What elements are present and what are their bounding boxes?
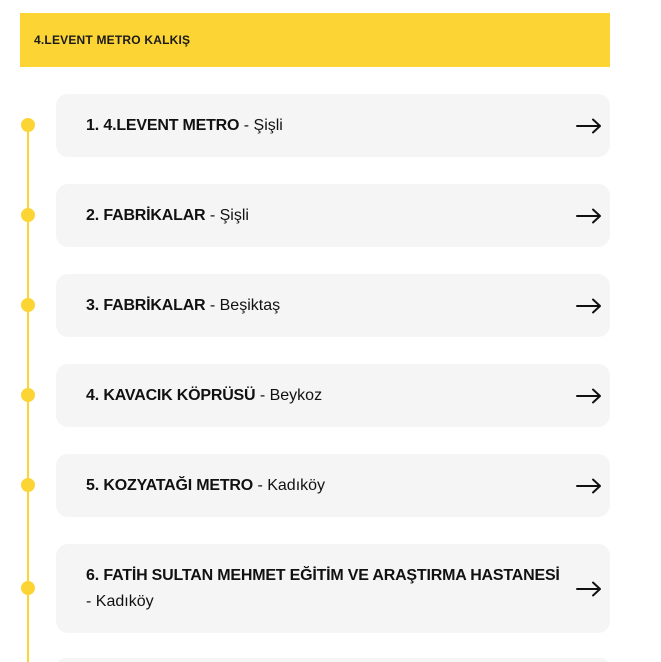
route-title: 4.LEVENT METRO KALKIŞ xyxy=(34,33,191,47)
stop-separator: - xyxy=(253,476,268,494)
arrow-right-icon[interactable] xyxy=(576,208,602,224)
stop-number: 6. xyxy=(86,566,99,584)
stop-name: FABRİKALAR xyxy=(103,206,206,224)
stop-district: Beşiktaş xyxy=(219,296,281,314)
stop-card-5[interactable] xyxy=(56,454,610,517)
timeline-dot-icon xyxy=(21,208,35,222)
arrow-right-icon[interactable] xyxy=(576,478,602,494)
stop-card-4[interactable] xyxy=(56,364,610,427)
stop-number: 5. xyxy=(86,476,99,494)
stop-name: 4.LEVENT METRO xyxy=(103,116,240,134)
stop-district: Kadıköy xyxy=(267,476,326,494)
timeline-dot-icon xyxy=(21,388,35,402)
stop-card-partial[interactable] xyxy=(56,658,610,662)
stop-name: KOZYATAĞI METRO xyxy=(103,476,254,494)
route-header xyxy=(20,13,610,67)
stop-number: 4. xyxy=(86,386,99,404)
stop-district: Beykoz xyxy=(269,386,323,404)
stop-name: FABRİKALAR xyxy=(103,296,206,314)
timeline-dot-icon xyxy=(21,118,35,132)
stop-district: Şişli xyxy=(219,206,249,224)
stop-separator: - xyxy=(205,206,220,224)
timeline-dot-icon xyxy=(21,298,35,312)
arrow-right-icon[interactable] xyxy=(576,118,602,134)
arrow-right-icon[interactable] xyxy=(576,581,602,597)
arrow-right-icon[interactable] xyxy=(576,388,602,404)
stop-card-3[interactable] xyxy=(56,274,610,337)
stop-separator: - xyxy=(255,386,270,404)
arrow-right-icon[interactable] xyxy=(576,298,602,314)
stop-card-6[interactable] xyxy=(56,544,610,633)
stop-number: 1. xyxy=(86,116,99,134)
timeline-dot-icon xyxy=(21,581,35,595)
stop-separator: - xyxy=(205,296,220,314)
stop-district: Kadıköy xyxy=(95,592,154,610)
stop-separator: - xyxy=(239,116,254,134)
stop-separator: - xyxy=(86,592,96,610)
stop-name: FATİH SULTAN MEHMET EĞİTİM VE ARAŞTIRMA HASTANESİ xyxy=(103,566,560,584)
stop-name: KAVACIK KÖPRÜSÜ xyxy=(103,386,256,404)
stop-number: 2. xyxy=(86,206,99,224)
stop-card-2[interactable] xyxy=(56,184,610,247)
stop-district: Şişli xyxy=(253,116,283,134)
stop-number: 3. xyxy=(86,296,99,314)
stop-card-1[interactable] xyxy=(56,94,610,157)
timeline-dot-icon xyxy=(21,478,35,492)
